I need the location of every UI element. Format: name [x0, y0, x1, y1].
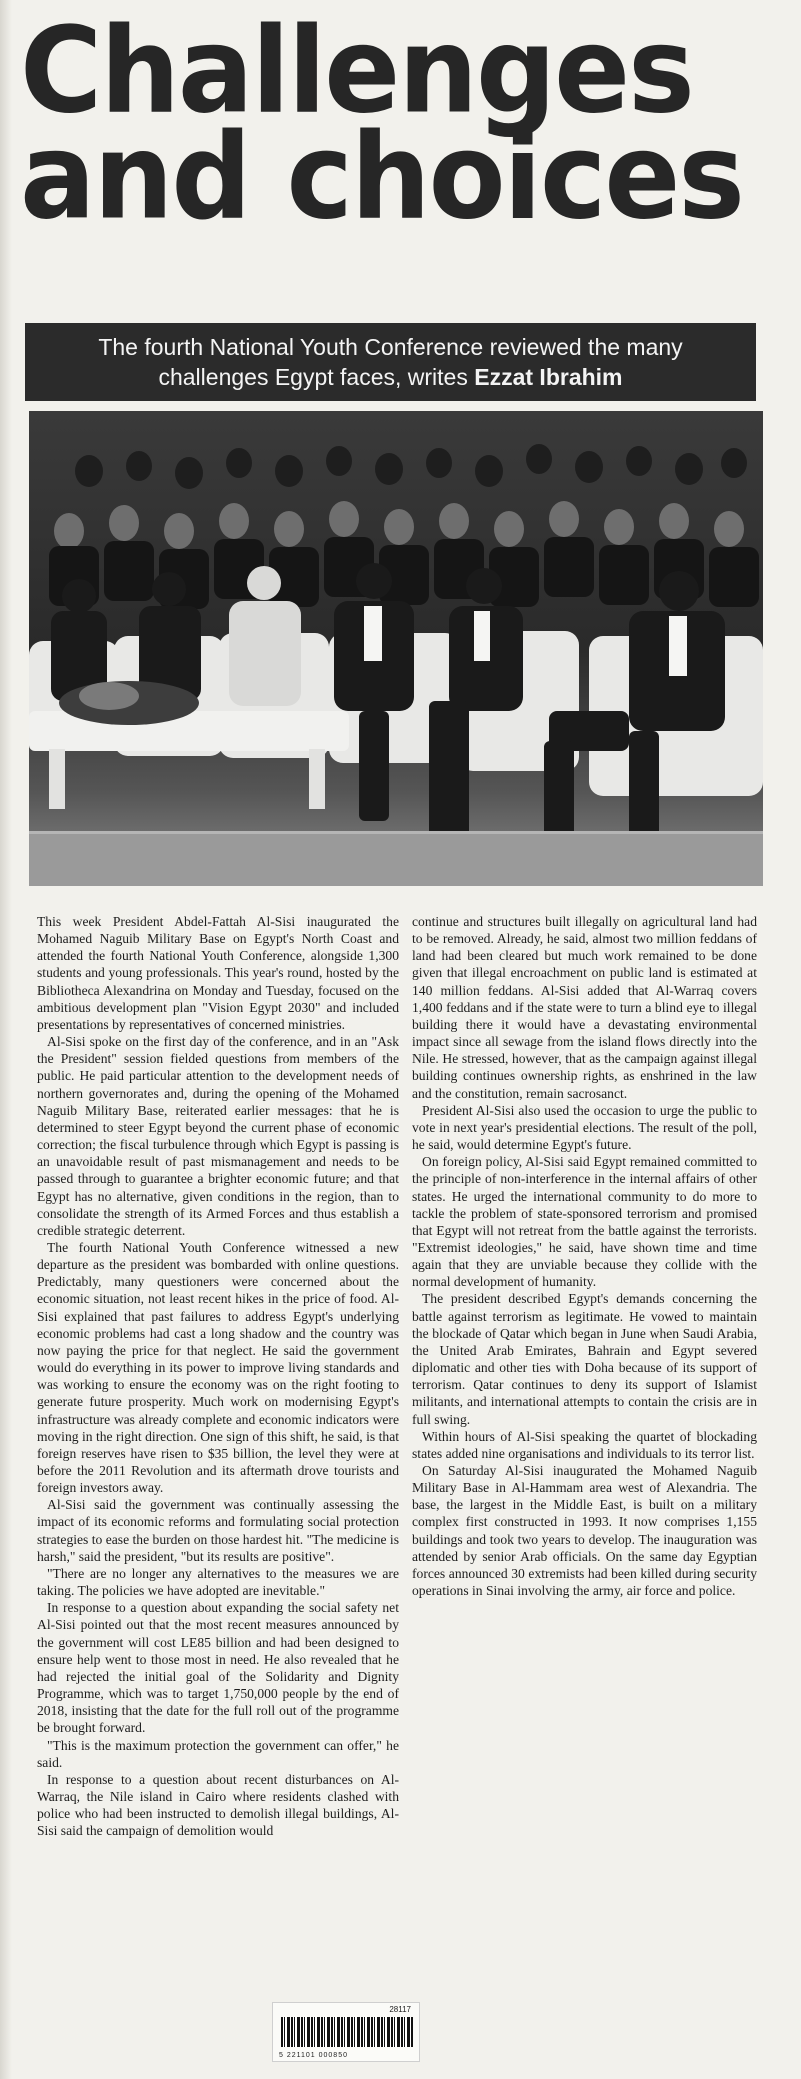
paragraph: In response to a question about recent disturbances on Al-Warraq, the Nile island in Cairo where residents clashed with police who had been instructed to demolish illegal buildings, Al-Sisi said the campaign of demolition would: [37, 1771, 399, 1839]
paragraph: Al-Sisi said the government was continually assessing the impact of its economic reforms and formulating social protection strategies to ease the burden on those hardest hit. "The medicine is harsh," said the president, "but its results are positive".: [37, 1497, 399, 1564]
paragraph: "There are no longer any alternatives to the measures we are taking. The policies we have adopted are inevitable.": [37, 1565, 399, 1599]
standfirst-line-1: The fourth National Youth Conference reviewed the many: [98, 334, 683, 360]
paragraph: The fourth National Youth Conference witnessed a new departure as the president was bombarded with online questions. Predictably, many questioners were concerned about the economic situation, not least recent hikes in the price of food. Al-Sisi explained that past failures to address Egypt's underlying economic problems had cast a long shadow and the country was now paying the price for that neglect. He said the government would do everything in its power to improve living standards and was working to ensure the economy was on the right footing to generate future prosperity. Much work on modernising Egypt's infrastructure was already complete and economic indicators were moving in the right direction. One sign of this shift, he said, is that foreign reserves have risen to $35 billion, the level they were at before the 2011 Revolution and its aftermath drove tourists and foreign investors away.: [37, 1239, 399, 1496]
paragraph: On Saturday Al-Sisi inaugurated the Mohamed Naguib Military Base in Al-Hammam area west of Alexandria. The base, the largest in the Middle East, is built on a military complex first constructed in 1993. It now comprises 1,155 buildings and took two years to develop. The inauguration was attended by senior Arab officials. On the same day Egyptian forces announced 30 extremists had been killed during security operations in Sinai involving the army, air force and police.: [412, 1463, 757, 1599]
barcode-top-code: 28117: [389, 2005, 411, 2014]
paragraph: On foreign policy, Al-Sisi said Egypt remained committed to the principle of non-interference in the internal affairs of other states. He urged the international community to do more to tackle the problem of state-sponsored terrorism and promised that Egypt will not retreat from the battle against the terrorists. "Extremist ideologies," he said, have shown time and time again that they are unviable because they collide with the normal development of humanity.: [412, 1154, 757, 1290]
paragraph: Al-Sisi spoke on the first day of the conference, and in an "Ask the President" session fielded questions from members of the public. He paid particular attention to the development needs of northern governorates and, during the opening of the Mohamed Naguib Military Base, reiterated earlier messages: that he is determined to steer Egypt beyond the current phase of economic correction; the fiscal turbulence through which Egypt is passing is an unavoidable result of past mismanagement and needs to be passed through to guarantee a brighter economic future; and that Egypt has no alternative, given conditions in the region, than to consolidate the strength of its Armed Forces and thus establish a credible strategic deterrent.: [37, 1034, 399, 1238]
standfirst-line-2: [39, 362, 742, 392]
standfirst-banner: [25, 323, 756, 401]
conference-photo-illustration: [29, 411, 763, 886]
paragraph: "This is the maximum protection the government can offer," he said.: [37, 1737, 399, 1770]
headline-line-1: Challenges: [20, 2, 693, 140]
paragraph: Within hours of Al-Sisi speaking the quartet of blockading states added nine organisations and individuals to its terror list.: [412, 1428, 757, 1461]
paragraph: President Al-Sisi also used the occasion to urge the public to vote in next year's presidential elections. The result of the poll, he said, would determine Egypt's future.: [412, 1102, 757, 1153]
barcode: [272, 2002, 420, 2062]
standfirst-line-2-text: challenges Egypt faces, writes: [158, 364, 468, 390]
author-byline: Ezzat Ibrahim: [474, 364, 623, 390]
paragraph: In response to a question about expanding the social safety net Al-Sisi pointed out that the most recent measures announced by the government will cost LE85 billion and had been designed to ensure help went to those most in need. He also revealed that he had rejected the initial goal of the Solidarity and Dignity Programme, which was to target 1,750,000 people by the end of 2018, insisting that the date for the full roll out of the programme be brought forward.: [37, 1600, 399, 1736]
conference-photo: [29, 411, 763, 886]
headline: [20, 2, 760, 246]
paragraph: The president described Egypt's demands concerning the battle against terrorism as legitimate. He vowed to maintain the blockade of Qatar which began in June when Saudi Arabia, the United Arab Emirates, Bahrain and Egypt severed diplomatic and other ties with Doha because of its support of terrorism. Qatar continues to deny its support of Islamist militants, and international attempts to contain the crisis are in full swing.: [412, 1291, 757, 1427]
paragraph: continue and structures built illegally on agricultural land had to be removed. Already, he said, almost two million feddans of land had been cleared but much work remained to be done given that illegal encroachment on public land is estimated at 140 million feddans. Al-Sisi added that Al-Warraq covers 1,400 feddans and if the state were to turn a blind eye to illegal building there it would have a devastating environmental impact since all sewage from the island flows directly into the Nile. He stressed, however, that as the campaign against illegal building continues ownership rights, as enshrined in the law and the constitution, remain sacrosanct.: [412, 914, 757, 1101]
barcode-number: 5 221101 000850: [279, 2052, 348, 2059]
paragraph: This week President Abdel-Fattah Al-Sisi inaugurated the Mohamed Naguib Military Base on Egypt's North Coast and attended the fourth National Youth Conference, alongside 1,300 students and young professionals. This year's round, hosted by the Bibliotheca Alexandrina on Monday and Tuesday, focused on the ambitious development plan "Vision Egypt 2030" and included presentations by representatives of concerned ministries.: [37, 914, 399, 1032]
headline-line-2: and choices: [20, 108, 743, 246]
article-column-1: [37, 913, 399, 1839]
page-edge: [0, 0, 12, 2079]
barcode-bars: [281, 2017, 413, 2047]
article-body: [37, 913, 757, 2063]
article-column-2: [412, 913, 757, 1599]
